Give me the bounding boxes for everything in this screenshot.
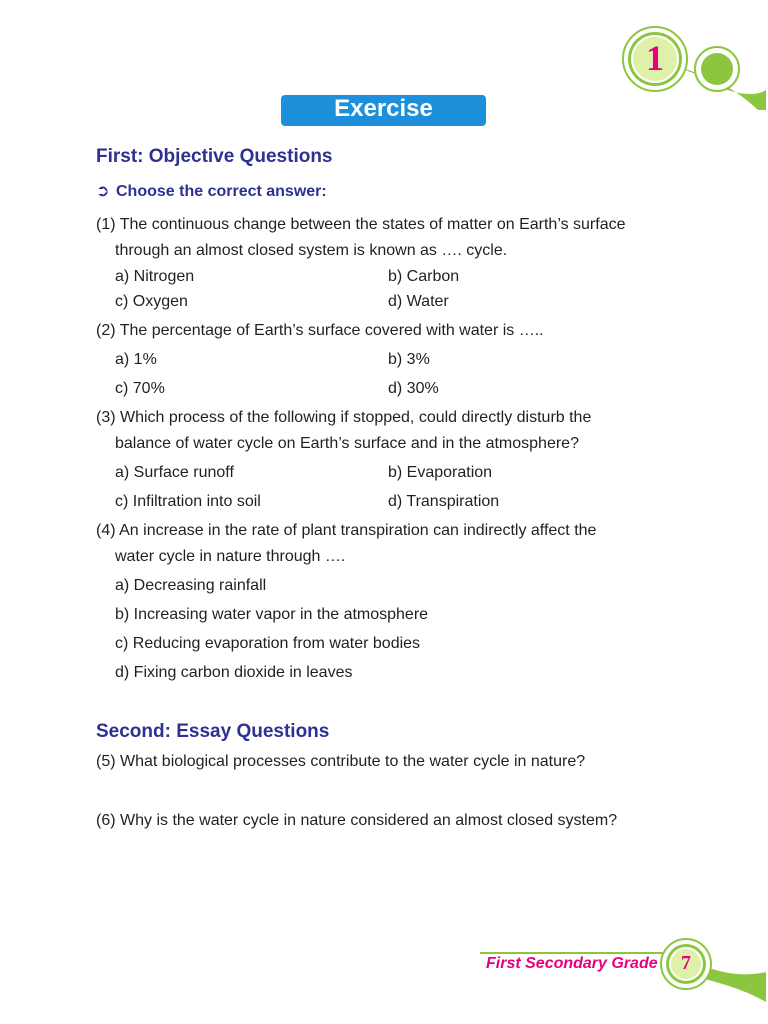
question-4: [96, 518, 596, 570]
question-1: [96, 212, 626, 264]
question-5: (5) What biological processes contribute to the water cycle in nature?: [96, 753, 586, 770]
section-heading-objective: First: Objective Questions: [96, 146, 333, 167]
question-1-line1: (1) The continuous change between the states of matter on Earth’s surface: [96, 216, 626, 233]
q4-option-d: d) Fixing carbon dioxide in leaves: [115, 664, 353, 681]
instruction-text: Choose the correct answer:: [116, 183, 327, 200]
q1-option-b: b) Carbon: [388, 268, 460, 285]
question-3: [96, 405, 591, 457]
chapter-number: 1: [646, 38, 664, 78]
q2-option-a: a) 1%: [115, 351, 157, 368]
q3-option-b: b) Evaporation: [388, 464, 493, 481]
q3-option-c: c) Infiltration into soil: [115, 493, 261, 510]
q4-option-c: c) Reducing evaporation from water bodies: [115, 635, 421, 652]
q1-option-a: a) Nitrogen: [115, 268, 195, 285]
question-6: (6) Why is the water cycle in nature considered an almost closed system?: [96, 812, 618, 829]
footer-grade: First Secondary Grade: [486, 955, 658, 972]
question-3-line2: balance of water cycle on Earth’s surface and in the atmosphere?: [115, 435, 579, 452]
question-3-line1: (3) Which process of the following if stopped, could directly disturb the: [96, 409, 592, 426]
q3-option-d: d) Transpiration: [388, 493, 500, 510]
instruction: [96, 181, 327, 201]
q2-option-c: c) 70%: [115, 380, 165, 397]
q1-option-c: c) Oxygen: [115, 293, 188, 310]
section-heading-essay: Second: Essay Questions: [96, 721, 330, 742]
page-number: 7: [681, 952, 691, 974]
arrow-right-icon: ➲: [96, 183, 110, 200]
question-1-line2: through an almost closed system is known as …. cycle.: [115, 242, 508, 259]
q4-option-b: b) Increasing water vapor in the atmosphere: [115, 606, 429, 623]
q4-option-a: a) Decreasing rainfall: [115, 577, 267, 594]
question-2-line1: (2) The percentage of Earth’s surface covered with water is …..: [96, 322, 544, 339]
badge-small-dot: [701, 53, 733, 85]
q2-option-b: b) 3%: [388, 351, 430, 368]
q2-option-d: d) 30%: [388, 380, 439, 397]
question-4-line1: (4) An increase in the rate of plant transpiration can indirectly affect the: [96, 522, 597, 539]
exercise-banner: Exercise: [281, 95, 486, 126]
question-2: [96, 318, 544, 344]
question-4-line2: water cycle in nature through ….: [115, 548, 346, 565]
q1-option-d: d) Water: [388, 293, 449, 310]
q3-option-a: a) Surface runoff: [115, 464, 234, 481]
